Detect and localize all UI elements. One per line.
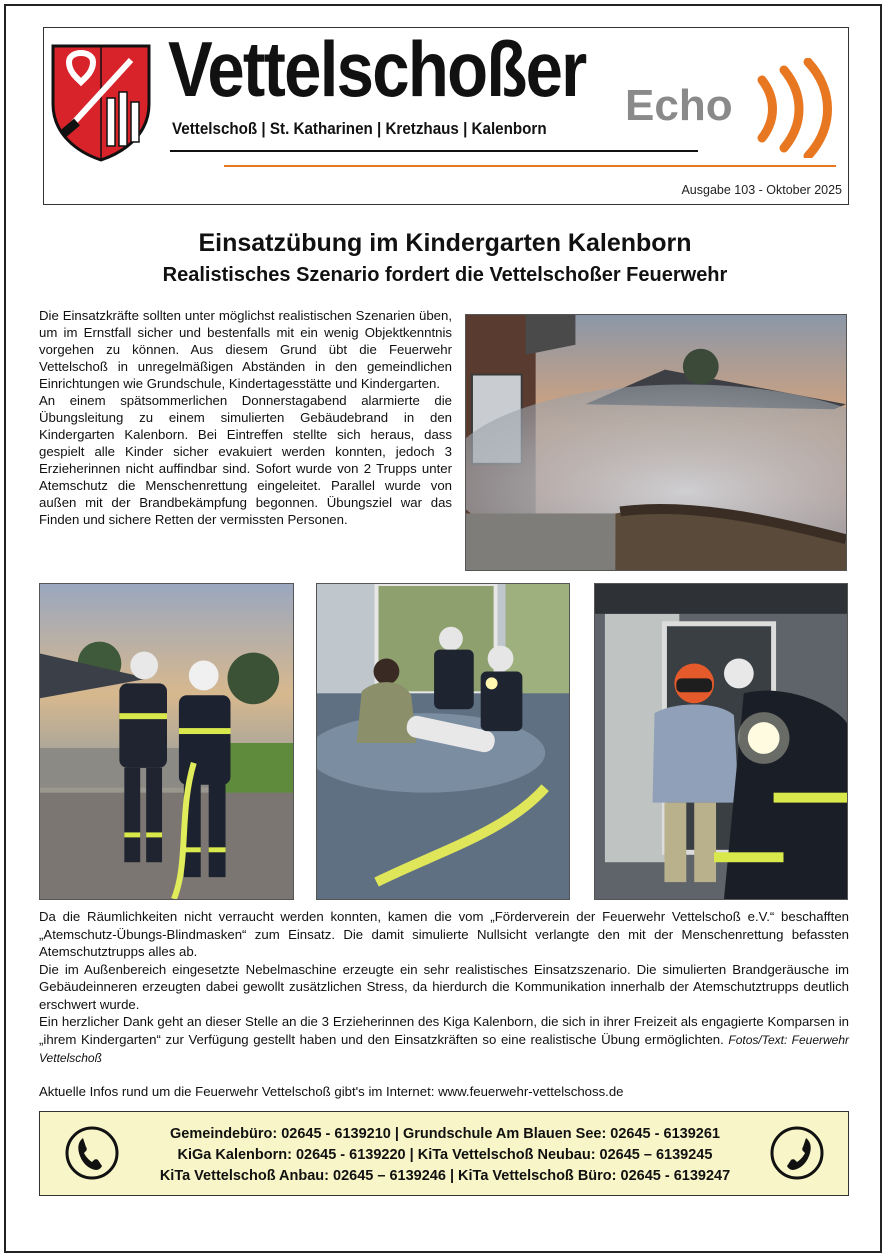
contact-line: Gemeindebüro: 02645 - 6139210 | Grundschule Am Blauen See: 02645 - 6139261	[170, 1126, 720, 1142]
contact-line: KiTa Vettelschoß Anbau: 02645 – 6139246 | KiTa Vettelschoß Büro: 02645 - 6139247	[159, 1168, 731, 1184]
article-subtitle: Realistisches Szenario fordert die Vettelschoßer Feuerwehr	[162, 264, 728, 286]
intro-paragraph: Die Einsatzkräfte sollten unter möglichst realistischen Szenarien üben, um im Ernstfall sicher und bestenfalls mit ein wenig Objektkenntnis vorgehen zu können. Aus diesem Grund übt die Feuerwehr Vettelschoß in unregelmäßigen Abständen in den gemeindlichen Einrichtungen wie Grundschule, Kindertagesstätte und Kindergarten.	[39, 308, 452, 391]
body-paragraph-text: Ein herzlicher Dank geht an dieser Stelle an die 3 Erzieherinnen des Kiga Kalenborn, die sich in ihrer Freizeit als engagierte Komparsen in „ihrem Kindergarten“ zur Verfügung gestellt haben und den Einsatzkräften so eine realistische Übung ermöglichten.	[39, 1014, 849, 1047]
masthead-accent-rule	[224, 165, 836, 167]
article-title: Einsatzübung im Kindergarten Kalenborn	[198, 229, 692, 257]
masthead-echo: Echo	[625, 81, 733, 130]
photo-credit: Fotos/Text: Feuerwehr Vettelschoß	[39, 1032, 849, 1065]
body-paragraph	[39, 1013, 849, 1068]
web-info: Aktuelle Infos rund um die Feuerwehr Vettelschoß gibt's im Internet: www.feuerwehr-vettelschoss.de	[39, 1084, 624, 1099]
masthead-villages: Vettelschoß | St. Katharinen | Kretzhaus | Kalenborn	[172, 120, 547, 138]
issue-label: Ausgabe 103 - Oktober 2025	[681, 183, 842, 197]
photo-indoor-rescue	[316, 583, 570, 900]
contact-line: KiGa Kalenborn: 02645 - 6139220 | KiTa Vettelschoß Neubau: 02645 – 6139245	[177, 1147, 713, 1163]
article-intro	[39, 307, 452, 528]
body-paragraph: Da die Räumlichkeiten nicht verraucht werden konnten, kamen die vom „Förderverein der Feuerwehr Vettelschoß e.V.“ beschafften „Atemschutz-Übungs-Blindmasken“ zum Einsatz. Die damit simulierte Nullsicht verlangte den mit der Menschenrettung befassten Atemschutztrupps alles ab.	[39, 909, 849, 959]
masthead-rule	[170, 150, 698, 152]
coat-of-arms-icon	[49, 42, 153, 162]
masthead-title: Vettelschoßer	[168, 25, 586, 113]
photo-smoke-courtyard	[465, 314, 847, 571]
article-body	[39, 908, 849, 1068]
intro-paragraph: An einem spätsommerlichen Donnerstagabend alarmierte die Übungsleitung zu einem simulierten Gebäudebrand in den Kindergarten Kalenborn. Bei Eintreffen stellte sich heraus, dass gespielt alle Kinder sicher evakuiert werden konnten, jedoch 3 Erzieherinnen nicht auffindbar sind. Sofort wurde von 2 Trupps unter Atemschutz die Menschenrettung eingeleitet. Parallel wurde von außen mit der Brandbekämpfung begonnen. Übungsziel war das Finden und sichere Retten der vermissten Personen.	[39, 393, 452, 527]
sound-waves-icon	[752, 58, 842, 158]
phone-icon	[768, 1124, 826, 1182]
photo-blind-mask	[594, 583, 848, 900]
body-paragraph: Die im Außenbereich eingesetzte Nebelmaschine erzeugte ein sehr realistisches Einsatzszenario. Die simulierten Brandgeräusche im Gebäudeinneren erzeugten dabei gewollt zusätzlichen Stress, da hierdurch die Kommunikation innerhalb der Atemschutztrupps deutlich erschwert wurde.	[39, 961, 849, 1012]
contact-lines	[110, 1124, 780, 1187]
photo-firefighters-outside	[39, 583, 294, 900]
